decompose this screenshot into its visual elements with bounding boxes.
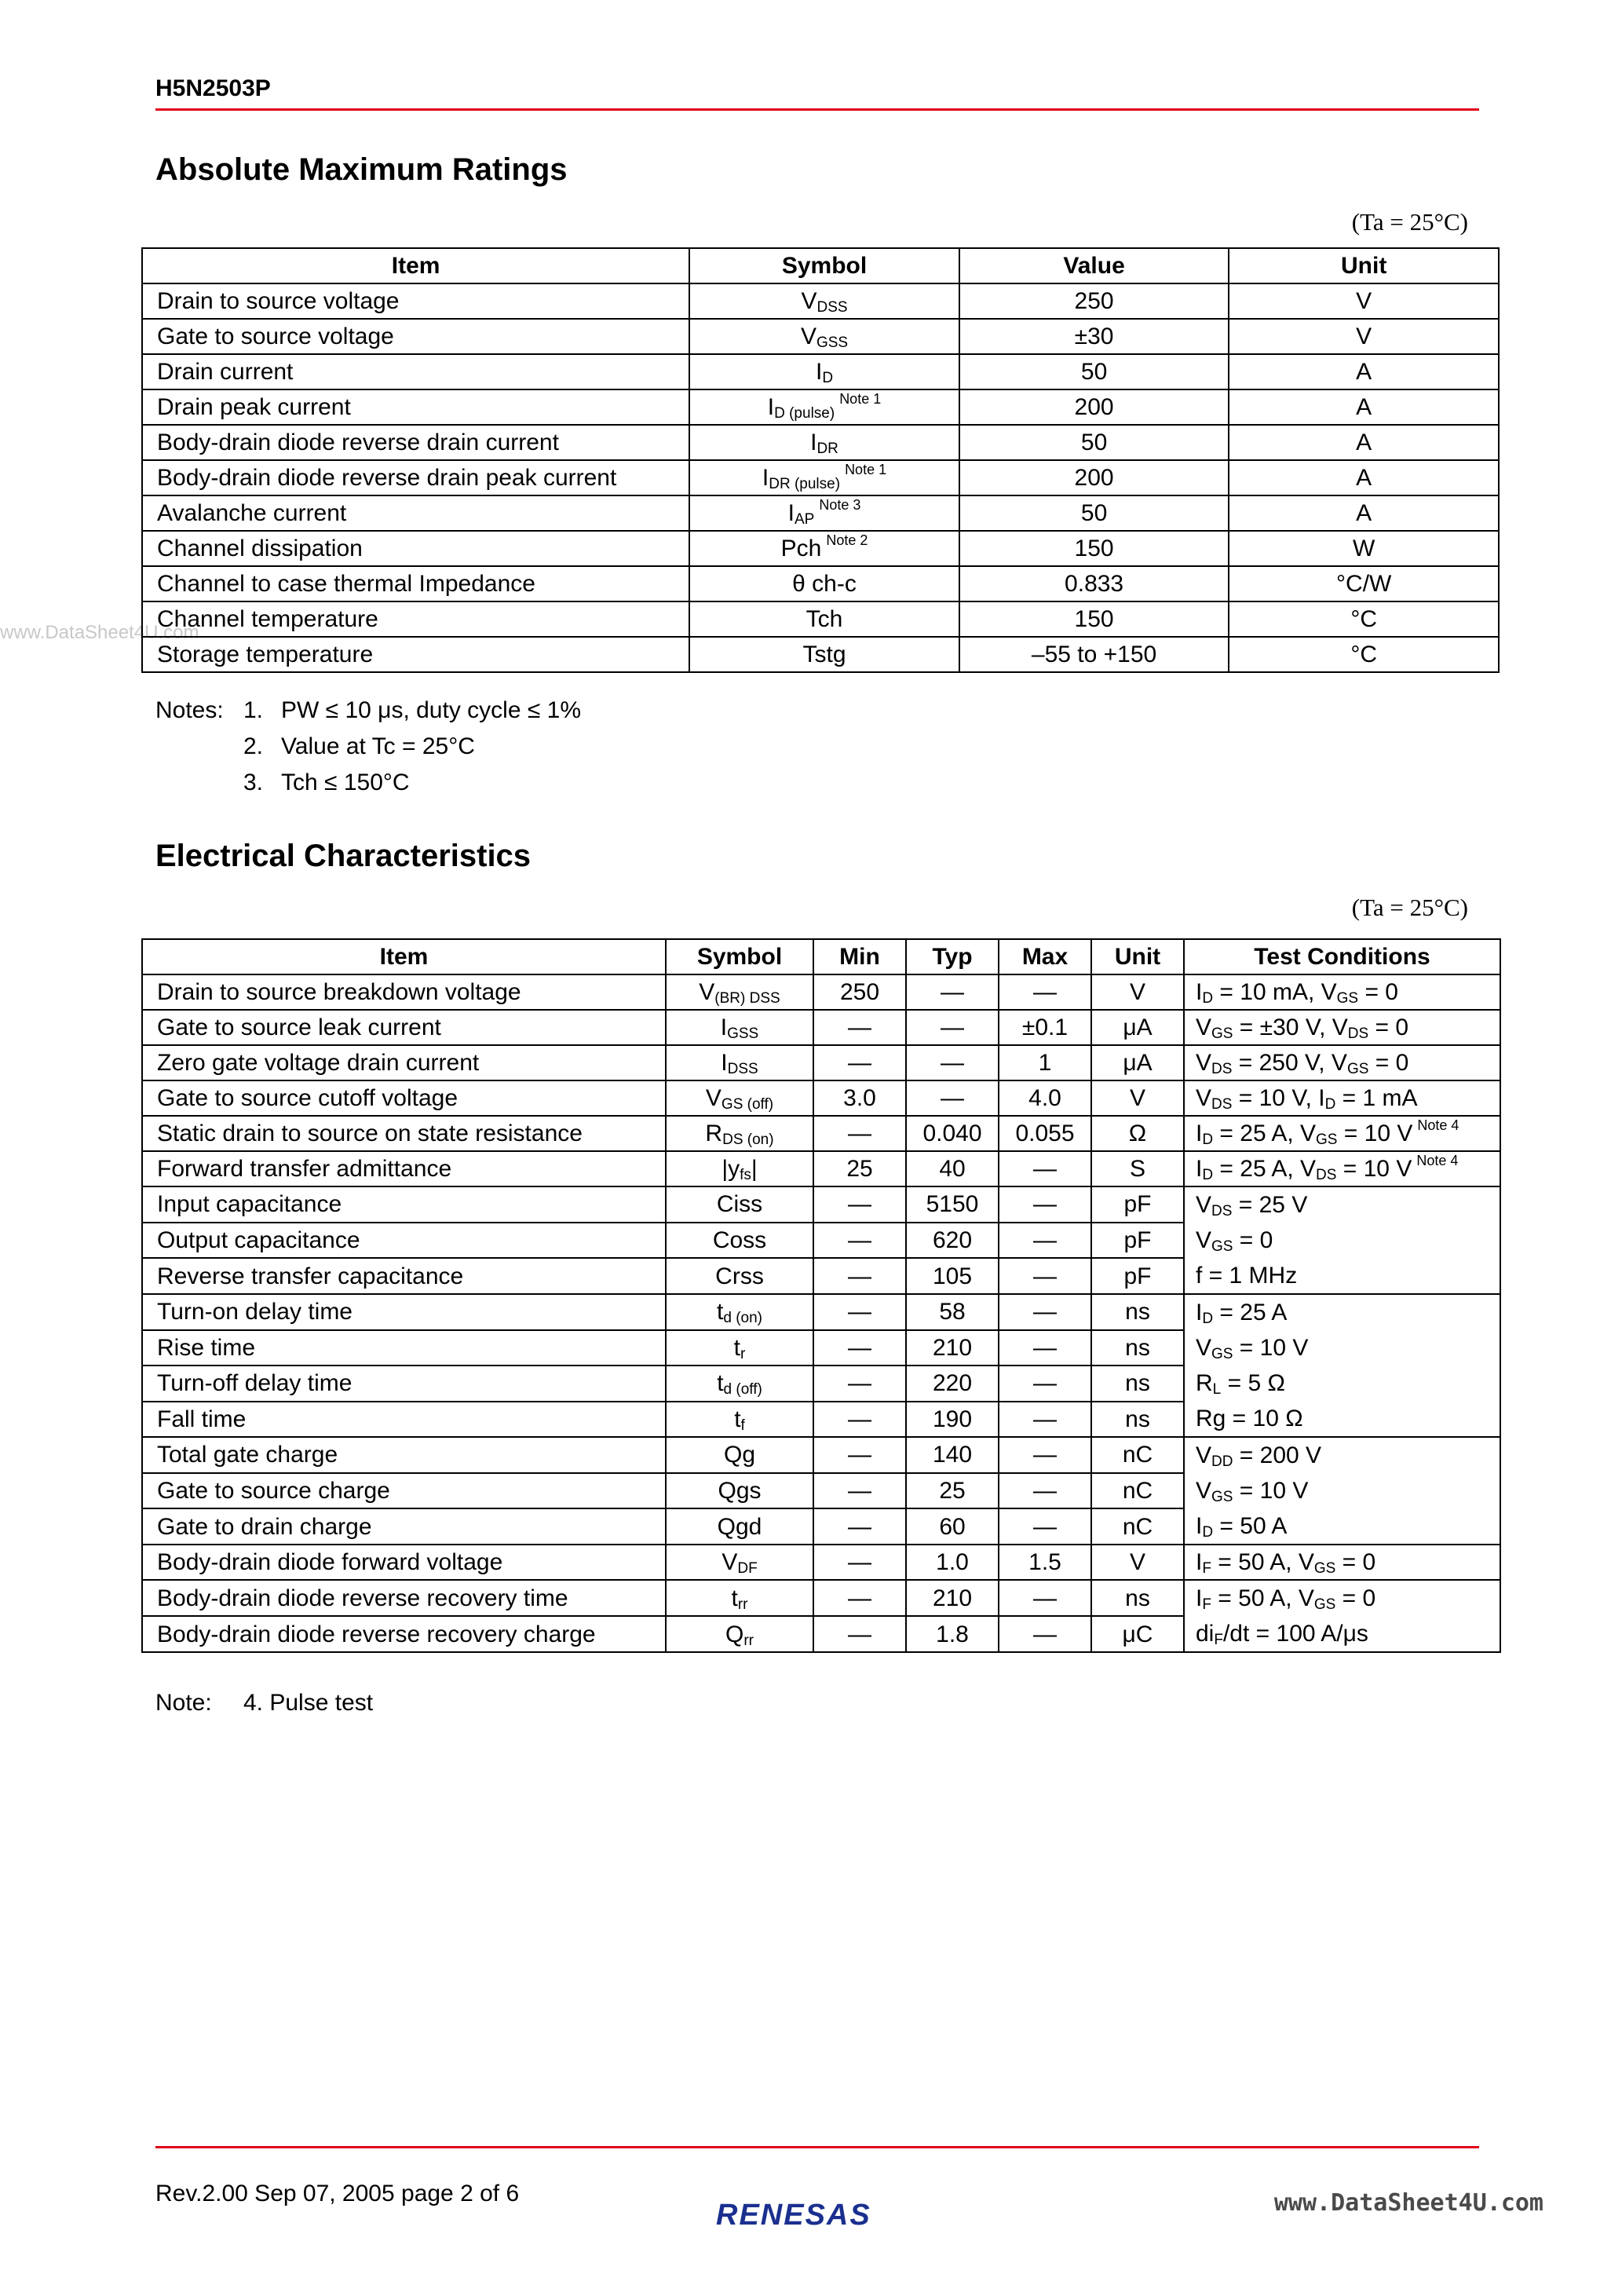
ec-row — [142, 1437, 1500, 1473]
item-cell: Drain current — [142, 354, 689, 389]
symbol-subscript: d (on) — [723, 1310, 762, 1327]
symbol-main: Qgd — [717, 1513, 762, 1540]
amr-header-unit: Unit — [1229, 248, 1499, 283]
min-cell: 3.0 — [813, 1080, 906, 1116]
symbol-subscript: GSS — [727, 1026, 759, 1042]
symbol-cell — [666, 974, 813, 1010]
typ-cell: 105 — [906, 1258, 999, 1294]
unit-cell: V — [1091, 974, 1184, 1010]
symbol-cell — [689, 425, 959, 460]
test-conditions-cell: $I_D = 10$ mA, $V_{GS} = 0$ — [1184, 974, 1500, 1010]
ec-row — [142, 1151, 1500, 1186]
symbol-cell — [666, 1151, 813, 1186]
symbol-main: I — [767, 394, 775, 420]
typ-cell: 1.8 — [906, 1616, 999, 1652]
ec-row — [142, 1580, 1500, 1616]
ec-condition: (Ta = 25°C) — [1351, 894, 1468, 921]
min-cell: — — [813, 1294, 906, 1330]
amr-row — [142, 566, 1499, 601]
symbol-cell — [689, 566, 959, 601]
value-cell: 0.833 — [959, 566, 1229, 601]
unit-cell: μA — [1091, 1010, 1184, 1045]
symbol-main: t — [717, 1370, 724, 1397]
symbol-main: R — [705, 1121, 723, 1146]
amr-row — [142, 425, 1499, 460]
amr-row — [142, 354, 1499, 389]
symbol-cell — [689, 283, 959, 319]
value-cell: 150 — [959, 601, 1229, 637]
symbol-cell — [666, 1258, 813, 1294]
item-cell: Body-drain diode reverse recovery charge — [142, 1616, 666, 1652]
notes-label: Notes: — [155, 697, 224, 723]
symbol-main: I — [720, 1015, 728, 1040]
min-cell: — — [813, 1186, 906, 1223]
min-cell: — — [813, 1010, 906, 1045]
max-cell: — — [999, 1294, 1091, 1330]
unit-cell: μC — [1091, 1616, 1184, 1652]
symbol-main: Pch — [780, 536, 822, 561]
symbol-subscript: AP — [794, 511, 815, 528]
amr-condition: (Ta = 25°C) — [1351, 208, 1468, 236]
item-cell: Static drain to source on state resistance — [142, 1116, 666, 1151]
item-cell: Rise time — [142, 1330, 666, 1366]
symbol-cell — [689, 531, 959, 566]
typ-cell: — — [906, 974, 999, 1010]
ec-header-item: Item — [142, 939, 666, 974]
item-cell: Total gate charge — [142, 1437, 666, 1473]
value-cell: 250 — [959, 283, 1229, 319]
test-conditions-group: $V_{DD} = 200$ V $V_{GS} = 10$ V $I_D = 50$ A — [1184, 1437, 1500, 1545]
unit-cell: A — [1229, 495, 1499, 531]
symbol-cell — [689, 601, 959, 637]
note-ref: Note 2 — [826, 532, 868, 548]
test-conditions-group: $I_F = 50$ A, $V_{GS} = 0$ $di_F/dt = 100$ A/μs — [1184, 1580, 1500, 1652]
symbol-suffix: | — [751, 1156, 758, 1182]
note-row — [155, 693, 581, 729]
symbol-cell — [689, 637, 959, 672]
test-conditions-cell: $I_D = 25$ A, $V_{DS} = 10$ V $^{Note 4}$ — [1184, 1151, 1500, 1186]
symbol-cell — [666, 1473, 813, 1509]
amr-header-item: Item — [142, 248, 689, 283]
symbol-cell — [689, 495, 959, 531]
item-cell: Input capacitance — [142, 1186, 666, 1223]
ec-row — [142, 1045, 1500, 1080]
min-cell: — — [813, 1402, 906, 1438]
typ-cell: 210 — [906, 1330, 999, 1366]
test-conditions-group: $V_{DS} = 25$ V $V_{GS} = 0$ f = 1 MHz — [1184, 1186, 1500, 1294]
symbol-main: t — [717, 1299, 724, 1325]
symbol-cell — [666, 1223, 813, 1259]
item-cell: Body-drain diode reverse drain current — [142, 425, 689, 460]
note-row — [155, 729, 581, 765]
max-cell: 4.0 — [999, 1080, 1091, 1116]
amr-title: Absolute Maximum Ratings — [155, 152, 568, 187]
symbol-main: V — [699, 979, 715, 1005]
min-cell: — — [813, 1366, 906, 1402]
min-cell: — — [813, 1045, 906, 1080]
symbol-cell — [666, 1010, 813, 1045]
symbol-main: Coss — [712, 1227, 767, 1253]
typ-cell: 210 — [906, 1580, 999, 1616]
value-cell: ±30 — [959, 319, 1229, 354]
test-conditions-cell: $I_D = 25$ A, $V_{GS} = 10$ V $^{Note 4}$ — [1184, 1116, 1500, 1151]
note-text: Value at Tc = 25°C — [281, 733, 475, 759]
electrical-characteristics-table — [141, 938, 1501, 1653]
symbol-cell — [666, 1330, 813, 1366]
symbol-main: I — [787, 500, 795, 526]
amr-header-symbol: Symbol — [689, 248, 959, 283]
value-cell: 50 — [959, 495, 1229, 531]
symbol-subscript: D — [822, 370, 834, 386]
max-cell: — — [999, 1366, 1091, 1402]
symbol-main: |y — [721, 1156, 740, 1182]
unit-cell: S — [1091, 1151, 1184, 1186]
item-cell: Output capacitance — [142, 1223, 666, 1259]
item-cell: Gate to source leak current — [142, 1010, 666, 1045]
amr-row — [142, 460, 1499, 495]
unit-cell: W — [1229, 531, 1499, 566]
item-cell: Channel temperature — [142, 601, 689, 637]
min-cell: — — [813, 1545, 906, 1580]
ec-row — [142, 1010, 1500, 1045]
symbol-cell — [666, 1045, 813, 1080]
max-cell: — — [999, 1258, 1091, 1294]
test-conditions-group: $I_D = 25$ A $V_{GS} = 10$ V $R_L = 5$ Ω Rg = 10 Ω — [1184, 1294, 1500, 1437]
ec-note — [155, 1685, 373, 1721]
ec-header-symbol: Symbol — [666, 939, 813, 974]
symbol-main: Crss — [715, 1263, 764, 1289]
unit-cell: nC — [1091, 1508, 1184, 1545]
max-cell: — — [999, 1402, 1091, 1438]
ec-header-row — [142, 939, 1500, 974]
ec-row — [142, 1294, 1500, 1330]
test-conditions-cell: $I_F = 50$ A, $V_{GS} = 0$ — [1184, 1545, 1500, 1580]
typ-cell: 1.0 — [906, 1545, 999, 1580]
symbol-cell — [666, 1186, 813, 1223]
unit-cell: °C — [1229, 637, 1499, 672]
ec-header-typ: Typ — [906, 939, 999, 974]
symbol-subscript: DS (on) — [722, 1132, 774, 1148]
symbol-cell — [666, 1080, 813, 1116]
item-cell: Channel to case thermal Impedance — [142, 566, 689, 601]
symbol-subscript: rr — [737, 1596, 748, 1613]
header-rule — [155, 108, 1479, 111]
symbol-subscript: (BR) DSS — [714, 990, 780, 1007]
unit-cell: ns — [1091, 1366, 1184, 1402]
symbol-main: V — [801, 288, 817, 314]
item-cell: Channel dissipation — [142, 531, 689, 566]
typ-cell: 220 — [906, 1366, 999, 1402]
typ-cell: 5150 — [906, 1186, 999, 1223]
ec-body — [142, 974, 1500, 1652]
item-cell: Gate to source cutoff voltage — [142, 1080, 666, 1116]
item-cell: Body-drain diode reverse recovery time — [142, 1580, 666, 1616]
item-cell: Forward transfer admittance — [142, 1151, 666, 1186]
symbol-main: t — [731, 1585, 738, 1611]
value-cell: 200 — [959, 389, 1229, 425]
amr-row — [142, 601, 1499, 637]
item-cell: Turn-off delay time — [142, 1366, 666, 1402]
symbol-main: θ ch-c — [792, 571, 857, 597]
note-text: PW ≤ 10 μs, duty cycle ≤ 1% — [281, 697, 582, 723]
unit-cell: Ω — [1091, 1116, 1184, 1151]
ec-header-min: Min — [813, 939, 906, 974]
item-cell: Zero gate voltage drain current — [142, 1045, 666, 1080]
ec-row — [142, 1080, 1500, 1116]
ec-header-test-conditions: Test Conditions — [1184, 939, 1500, 974]
max-cell: — — [999, 1151, 1091, 1186]
value-cell: 150 — [959, 531, 1229, 566]
typ-cell: — — [906, 1010, 999, 1045]
min-cell: — — [813, 1473, 906, 1509]
item-cell: Drain to source breakdown voltage — [142, 974, 666, 1010]
amr-header-value: Value — [959, 248, 1229, 283]
symbol-cell — [666, 1580, 813, 1616]
amr-row — [142, 389, 1499, 425]
symbol-main: Qg — [723, 1442, 756, 1468]
ec-header-unit: Unit — [1091, 939, 1184, 974]
typ-cell: 0.040 — [906, 1116, 999, 1151]
max-cell: — — [999, 1437, 1091, 1473]
symbol-main: V — [800, 324, 816, 349]
min-cell: — — [813, 1508, 906, 1545]
unit-cell: A — [1229, 460, 1499, 495]
symbol-main: t — [733, 1334, 740, 1361]
min-cell: — — [813, 1330, 906, 1366]
min-cell: — — [813, 1616, 906, 1652]
symbol-cell — [666, 1616, 813, 1652]
symbol-subscript: DSS — [816, 299, 848, 316]
symbol-subscript: fs — [740, 1167, 751, 1183]
note-number: 3. — [243, 770, 264, 795]
site-url: www.DataSheet4U.com — [1273, 2189, 1543, 2217]
min-cell: 250 — [813, 974, 906, 1010]
max-cell: — — [999, 1580, 1091, 1616]
unit-cell: V — [1091, 1545, 1184, 1580]
note-row — [155, 1685, 373, 1721]
watermark: www.DataSheet4U.com — [0, 622, 199, 643]
item-cell: Gate to source voltage — [142, 319, 689, 354]
unit-cell: A — [1229, 425, 1499, 460]
min-cell: — — [813, 1116, 906, 1151]
unit-cell: °C — [1229, 601, 1499, 637]
symbol-subscript: D (pulse) — [774, 405, 835, 422]
amr-body — [142, 283, 1499, 672]
note-ref: Note 3 — [819, 497, 861, 513]
symbol-main: Qgs — [718, 1477, 762, 1504]
symbol-main: Tch — [806, 606, 843, 632]
max-cell: — — [999, 1186, 1091, 1223]
symbol-subscript: rr — [743, 1632, 754, 1649]
min-cell: — — [813, 1580, 906, 1616]
unit-cell: A — [1229, 354, 1499, 389]
amr-notes — [155, 693, 581, 801]
unit-cell: V — [1229, 283, 1499, 319]
unit-cell: pF — [1091, 1223, 1184, 1259]
note-number: 2. — [243, 733, 264, 759]
unit-cell: A — [1229, 389, 1499, 425]
item-cell: Turn-on delay time — [142, 1294, 666, 1330]
unit-cell: ns — [1091, 1580, 1184, 1616]
max-cell: — — [999, 1473, 1091, 1509]
unit-cell: °C/W — [1229, 566, 1499, 601]
symbol-main: I — [762, 465, 769, 491]
ec-row — [142, 1116, 1500, 1151]
typ-cell: 190 — [906, 1402, 999, 1438]
amr-row — [142, 637, 1499, 672]
symbol-cell — [666, 1437, 813, 1473]
symbol-cell — [666, 1366, 813, 1402]
renesas-logo: RENESAS — [716, 2199, 871, 2232]
unit-cell: ns — [1091, 1294, 1184, 1330]
typ-cell: 620 — [906, 1223, 999, 1259]
item-cell: Gate to drain charge — [142, 1508, 666, 1545]
note-label: Note: — [155, 1690, 212, 1716]
unit-cell: ns — [1091, 1402, 1184, 1438]
item-cell: Drain peak current — [142, 389, 689, 425]
symbol-cell — [689, 460, 959, 495]
value-cell: –55 to +150 — [959, 637, 1229, 672]
note-number: 1. — [243, 697, 264, 723]
symbol-subscript: d (off) — [723, 1381, 762, 1398]
min-cell: — — [813, 1223, 906, 1259]
max-cell: — — [999, 1330, 1091, 1366]
item-cell: Reverse transfer capacitance — [142, 1258, 666, 1294]
test-conditions-cell: $V_{GS} = \pm 30$ V, $V_{DS} = 0$ — [1184, 1010, 1500, 1045]
max-cell: — — [999, 1223, 1091, 1259]
item-cell: Avalanche current — [142, 495, 689, 531]
item-cell: Body-drain diode reverse drain peak current — [142, 460, 689, 495]
part-number: H5N2503P — [155, 75, 271, 101]
test-conditions-cell: $V_{DS} = 10$ V, $I_D = 1$ mA — [1184, 1080, 1500, 1116]
symbol-subscript: r — [740, 1345, 746, 1362]
symbol-subscript: DR — [816, 441, 838, 457]
absolute-max-ratings-table — [141, 247, 1500, 673]
max-cell: — — [999, 1616, 1091, 1652]
unit-cell: ns — [1091, 1330, 1184, 1366]
value-cell: 200 — [959, 460, 1229, 495]
ec-header-max: Max — [999, 939, 1091, 974]
unit-cell: V — [1091, 1080, 1184, 1116]
symbol-subscript: DSS — [727, 1061, 758, 1077]
max-cell: 1.5 — [999, 1545, 1091, 1580]
note-text: Tch ≤ 150°C — [281, 770, 410, 795]
note-ref: Note 1 — [845, 462, 887, 477]
typ-cell: 140 — [906, 1437, 999, 1473]
symbol-subscript: DR (pulse) — [769, 476, 841, 492]
typ-cell: 40 — [906, 1151, 999, 1186]
symbol-cell — [666, 1508, 813, 1545]
typ-cell: 58 — [906, 1294, 999, 1330]
max-cell: — — [999, 974, 1091, 1010]
amr-header-row — [142, 248, 1499, 283]
symbol-subscript: DF — [737, 1560, 758, 1577]
symbol-cell — [666, 1294, 813, 1330]
ec-row — [142, 1545, 1500, 1580]
amr-row — [142, 319, 1499, 354]
value-cell: 50 — [959, 425, 1229, 460]
amr-row — [142, 531, 1499, 566]
symbol-main: I — [721, 1050, 728, 1076]
min-cell: — — [813, 1437, 906, 1473]
max-cell: — — [999, 1508, 1091, 1545]
amr-row — [142, 495, 1499, 531]
max-cell: 1 — [999, 1045, 1091, 1080]
symbol-main: I — [815, 359, 823, 385]
max-cell: ±0.1 — [999, 1010, 1091, 1045]
footer-rule — [155, 2146, 1479, 2148]
value-cell: 50 — [959, 354, 1229, 389]
unit-cell: nC — [1091, 1473, 1184, 1509]
symbol-cell — [666, 1402, 813, 1438]
item-cell: Storage temperature — [142, 637, 689, 672]
amr-row — [142, 283, 1499, 319]
symbol-cell — [666, 1116, 813, 1151]
note-ref: Note 1 — [839, 391, 882, 407]
item-cell: Fall time — [142, 1402, 666, 1438]
unit-cell: nC — [1091, 1437, 1184, 1473]
symbol-cell — [689, 389, 959, 425]
typ-cell: 60 — [906, 1508, 999, 1545]
symbol-main: Tstg — [802, 642, 846, 667]
note-text: 4. Pulse test — [243, 1690, 374, 1716]
min-cell: 25 — [813, 1151, 906, 1186]
symbol-cell — [689, 354, 959, 389]
symbol-subscript: GSS — [816, 335, 849, 351]
symbol-main: Ciss — [716, 1191, 763, 1218]
symbol-main: V — [705, 1085, 721, 1111]
symbol-main: Q — [725, 1621, 744, 1647]
symbol-cell — [689, 319, 959, 354]
min-cell: — — [813, 1258, 906, 1294]
typ-cell: 25 — [906, 1473, 999, 1509]
item-cell: Body-drain diode forward voltage — [142, 1545, 666, 1580]
unit-cell: V — [1229, 319, 1499, 354]
symbol-main: I — [810, 430, 817, 455]
unit-cell: pF — [1091, 1186, 1184, 1223]
typ-cell: — — [906, 1080, 999, 1116]
ec-title: Electrical Characteristics — [155, 839, 532, 873]
note-row — [155, 765, 581, 801]
unit-cell: μA — [1091, 1045, 1184, 1080]
item-cell: Gate to source charge — [142, 1473, 666, 1509]
symbol-cell — [666, 1545, 813, 1580]
ec-row — [142, 1186, 1500, 1223]
test-conditions-cell: $V_{DS} = 250$ V, $V_{GS} = 0$ — [1184, 1045, 1500, 1080]
symbol-subscript: f — [740, 1417, 745, 1434]
item-cell: Drain to source voltage — [142, 283, 689, 319]
symbol-subscript: GS (off) — [721, 1096, 774, 1113]
max-cell: 0.055 — [999, 1116, 1091, 1151]
revision-info: Rev.2.00 Sep 07, 2005 page 2 of 6 — [155, 2181, 520, 2206]
symbol-main: V — [721, 1549, 738, 1575]
unit-cell: pF — [1091, 1258, 1184, 1294]
ec-row — [142, 974, 1500, 1010]
typ-cell: — — [906, 1045, 999, 1080]
symbol-main: t — [734, 1406, 741, 1432]
